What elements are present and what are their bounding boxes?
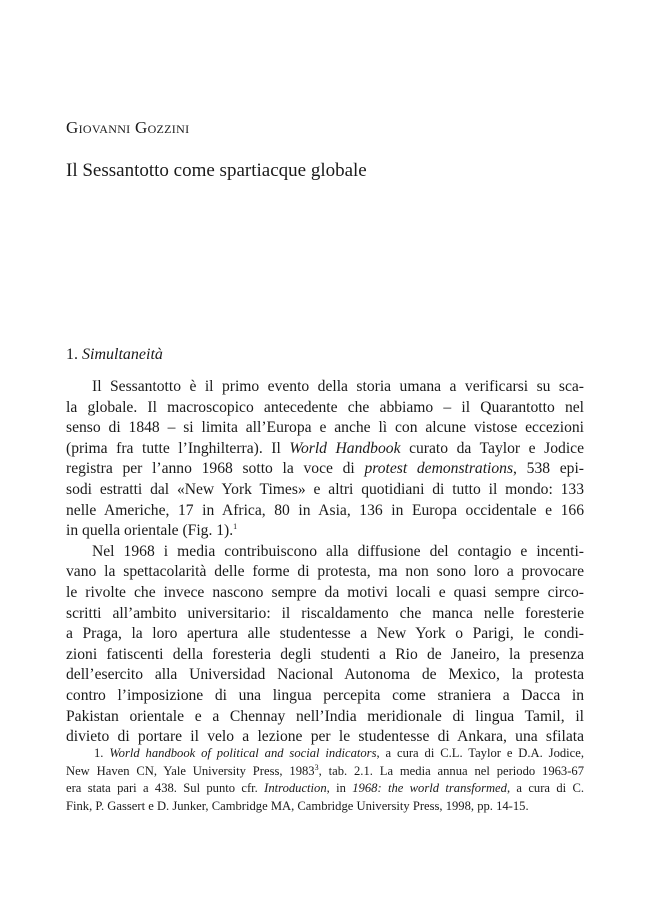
text-run-italic: World handbook of political and social indicators xyxy=(109,746,377,760)
text-run: , in xyxy=(326,781,353,796)
text-run-italic: Introduction xyxy=(264,781,327,796)
text-line xyxy=(66,521,584,542)
text-run-italic: protest demonstrations xyxy=(364,460,514,478)
text-run: , a cura di C.L. Taylor e D.A. Jodice, xyxy=(376,746,585,760)
text-run: era stata pari a 438. Sul punto cfr. xyxy=(66,781,265,796)
text-line: la globale. Il macroscopico antecedente che abbiamo – il Quarantotto nel xyxy=(66,398,584,416)
footnote-ref: 1 xyxy=(233,521,238,531)
text-line: senso di 1848 – si limita all’Europa e anche lì con alcune vistose eccezioni xyxy=(66,419,584,437)
footnote-line xyxy=(66,763,584,781)
chapter-title: Il Sessantotto come spartiacque globale xyxy=(66,160,367,181)
text-run-italic: World Handbook xyxy=(289,439,401,457)
text-line: Il Sessantotto è il primo evento della storia umana a verificarsi su sca- xyxy=(92,378,584,395)
section-title: Simultaneità xyxy=(82,346,163,363)
footnote-line: Fink, P. Gassert e D. Junker, Cambridge MA, Cambridge University Press, 1998, pp. 14-15. xyxy=(66,798,529,813)
footnote xyxy=(66,745,584,815)
text-line: nelle Americhe, 17 in Africa, 80 in Asia, 136 in Europa occidentale e 166 xyxy=(66,501,584,519)
paragraph-2 xyxy=(66,542,584,748)
text-run: , tab. 2.1. La media annua nel periodo 1963-67 xyxy=(318,763,584,778)
text-run: , a cura di C. xyxy=(506,781,584,796)
text-line: contro l’imposizione di una lingua percepita come straniera a Dacca in xyxy=(66,686,584,704)
text-run: (prima fra tutte l’Inghilterra). Il xyxy=(66,439,290,457)
text-line xyxy=(66,459,584,480)
paragraph-1 xyxy=(66,377,584,542)
text-line: le rivolte che invece nascono sempre da motivi locali e quasi sempre circo- xyxy=(66,583,584,601)
section-heading xyxy=(66,346,163,364)
body-text xyxy=(66,377,584,748)
text-line: vano la spettacolarità delle forme di protesta, ma non sono loro a provocare xyxy=(66,563,584,581)
text-line: zioni fatiscenti della foresteria degli studenti a Rio de Janeiro, la presenza xyxy=(66,645,584,663)
text-line: dell’esercito alla Universidad Nacional Autonoma de Mexico, la protesta xyxy=(66,666,584,684)
section-number: 1. xyxy=(66,346,78,363)
text-line: divieto di portare il velo a lezione per le studentesse di Ankara, una sfilata xyxy=(66,728,584,746)
footnote-line xyxy=(66,780,584,798)
text-line: sodi estratti dal «New York Times» e altri quotidiani di tutto il mondo: 133 xyxy=(66,480,584,498)
author-name: Giovanni Gozzini xyxy=(66,118,190,137)
footnote-line xyxy=(66,745,584,763)
text-run: in quella orientale (Fig. 1). xyxy=(66,522,234,540)
text-line: Pakistan orientale e a Chennay nell’India meridionale di lingua Tamil, il xyxy=(66,707,584,725)
text-run: curato da Taylor e Jodice xyxy=(400,439,584,457)
text-line: scritti all’ambito universitario: il riscaldamento che manca nelle foresterie xyxy=(66,604,584,622)
text-run-italic: 1968: the world transformed xyxy=(352,781,507,796)
edition-superscript: 3 xyxy=(314,762,319,772)
text-line: a Praga, la loro apertura alle studentesse a New York o Parigi, le condi- xyxy=(66,625,584,643)
text-run: New Haven CN, Yale University Press, 1983 xyxy=(66,763,315,778)
text-line xyxy=(66,439,584,460)
text-line: Nel 1968 i media contribuiscono alla diffusione del contagio e incenti- xyxy=(92,542,584,560)
text-run: 1. xyxy=(94,746,110,760)
text-run: registra per l’anno 1968 sotto la voce di xyxy=(66,460,365,478)
text-run: , 538 epi- xyxy=(513,460,584,478)
